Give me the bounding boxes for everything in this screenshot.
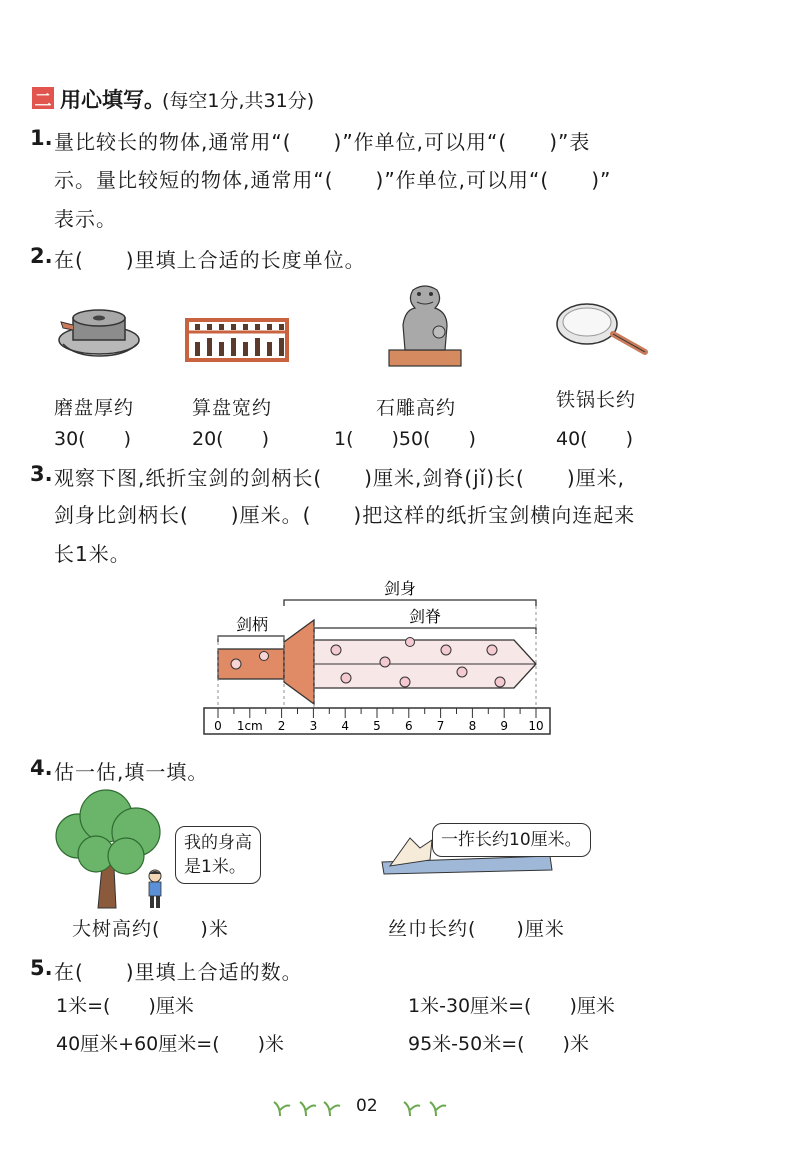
section-score-note: (每空1分,共31分) [162, 90, 315, 112]
ruler-label: 7 [436, 719, 445, 733]
q5-equation: 1米-30厘米=( )厘米 [408, 995, 615, 1017]
ruler-label: 2 [277, 719, 286, 733]
q2-item-label: 算盘宽约 [192, 397, 273, 419]
q5-equation: 1米=( )厘米 [56, 995, 194, 1017]
label-ridge: 剑脊 [408, 607, 442, 626]
q5-number: 5. [30, 956, 53, 980]
q5-text: 在( )里填上合适的数。 [54, 960, 303, 984]
q5-equation: 95米-50米=( )米 [408, 1033, 589, 1055]
q2-item-label: 铁锅长约 [556, 389, 637, 411]
q4-text: 估一估,填一填。 [54, 760, 209, 784]
q1-line2: 示。量比较短的物体,通常用“( )”作单位,可以用“( )” [54, 168, 612, 192]
ruler-label: 8 [468, 719, 477, 733]
ruler-label: 0 [214, 719, 222, 733]
ruler-label: 10 [528, 719, 544, 733]
ruler-label: 1cm [236, 719, 263, 733]
q1-line1: 量比较长的物体,通常用“( )”作单位,可以用“( )”表 [54, 130, 591, 154]
label-body: 剑身 [383, 579, 417, 598]
speech-bubble-child [175, 826, 261, 884]
bubble-line: 是1米。 [184, 857, 246, 877]
q2-item-value: 40( ) [556, 428, 634, 450]
q3-line3: 长1米。 [54, 542, 131, 566]
iron-pan-icon [555, 300, 650, 360]
q5-equation: 40厘米+60厘米=( )米 [56, 1033, 285, 1055]
ruler-label: 5 [373, 719, 381, 733]
speech-bubble-hand: 一拃长约10厘米。 [432, 823, 591, 857]
child-icon [145, 868, 165, 912]
q2-item-label: 磨盘厚约 [54, 397, 135, 419]
millstone-icon [55, 300, 145, 362]
ruler-label: 9 [500, 719, 509, 733]
paper-sword-diagram [200, 570, 560, 740]
q4-answer-scarf: 丝巾长约( )厘米 [388, 918, 565, 940]
q3-number: 3. [30, 462, 53, 486]
ruler-label: 6 [404, 719, 413, 733]
ruler-label: 3 [309, 719, 318, 733]
bubble-line: 我的身高 [184, 833, 252, 853]
q2-number: 2. [30, 244, 53, 268]
q1-line3: 表示。 [54, 207, 117, 231]
section-badge: 二 [32, 87, 54, 109]
label-handle: 剑柄 [235, 615, 269, 634]
q2-item-label: 石雕高约 [376, 397, 457, 419]
ruler-label: 4 [341, 719, 350, 733]
q3-line2: 剑身比剑柄长( )厘米。( )把这样的纸折宝剑横向连起来 [54, 503, 636, 527]
page-number: 02 [356, 1096, 378, 1116]
q1-number: 1. [30, 126, 53, 150]
q2-item-value: 30( ) [54, 428, 132, 450]
q4-number: 4. [30, 756, 53, 780]
section-title: 用心填写。 [60, 88, 165, 112]
q3-line1: 观察下图,纸折宝剑的剑柄长( )厘米,剑脊(jǐ)长( )厘米, [54, 466, 626, 490]
q2-text: 在( )里填上合适的长度单位。 [54, 248, 366, 272]
q2-item-value: 1( )50( ) [334, 428, 476, 450]
sprout-decoration-icon [268, 1096, 343, 1118]
sprout-decoration-icon [398, 1096, 448, 1118]
stone-lion-icon [385, 280, 465, 368]
abacus-icon [185, 318, 290, 363]
q2-item-value: 20( ) [192, 428, 270, 450]
q4-answer-tree: 大树高约( )米 [72, 918, 229, 940]
